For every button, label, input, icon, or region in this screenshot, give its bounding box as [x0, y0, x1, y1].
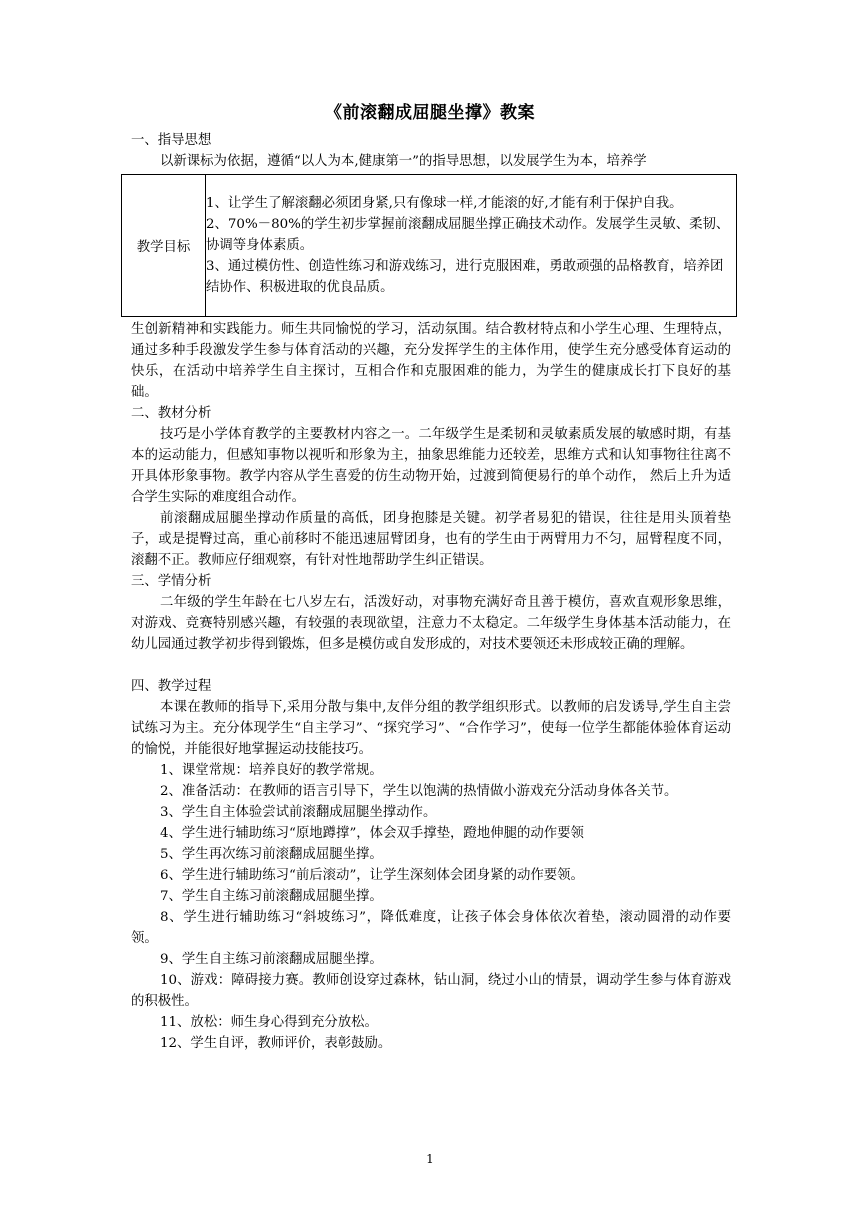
student-analysis-paragraph: 二年级的学生年龄在七八岁左右，活泼好动，对事物充满好奇且善于模仿，喜欢直观形象思维，对游戏、竞赛特别感兴趣，有较强的表现欲望，注意力不太稳定。二年级学生身体基本活动能力，在幼儿园通过教学初步得到锻炼，但多是模仿或自发形成的，对技术要领还未形成较正确的理解。 — [131, 595, 731, 652]
section-heading-guiding-ideology: 一、指导思想 — [131, 133, 212, 148]
process-step: 4、学生进行辅助练习“原地蹲撑”，体会双手撑垫，蹬地伸腿的动作要领 — [160, 826, 584, 841]
teaching-goal-item: 3、通过模仿性、创造性练习和游戏练习，进行克服困难，勇敢顽强的品格教育，培养团结协作、积极进取的优良品质。 — [206, 259, 724, 295]
process-step: 10、游戏：障碍接力赛。教师创设穿过森林，钻山洞，绕过小山的情景，调动学生参与体育游戏的积极性。 — [131, 973, 731, 1009]
teaching-goals-table — [121, 174, 737, 317]
process-step: 7、学生自主练习前滚翻成屈腿坐撑。 — [160, 889, 383, 904]
teaching-process-intro: 本课在教师的指导下,采用分散与集中,友伴分组的教学组织形式。以教师的启发诱导,学生自主尝试练习为主。充分体现学生“自主学习”、“探究学习”、“合作学习”，使每一位学生都能体验体育运动的愉悦，并能很好地掌握运动技能技巧。 — [131, 700, 731, 757]
teaching-goal-item: 1、让学生了解滚翻必须团身紧,只有像球一样,才能滚的好,才能有利于保护自我。 — [206, 196, 683, 211]
section-heading-student-analysis: 三、学情分析 — [131, 574, 212, 589]
process-step: 2、准备活动：在教师的语言引导下，学生以饱满的热情做小游戏充分活动身体各关节。 — [160, 784, 678, 799]
process-step: 9、学生自主练习前滚翻成屈腿坐撑。 — [160, 952, 383, 967]
section-heading-material-analysis: 二、教材分析 — [131, 406, 212, 421]
teaching-goals-label: 教学目标 — [122, 175, 206, 317]
process-step: 1、课堂常规：培养良好的教学常规。 — [160, 763, 383, 778]
material-analysis-paragraph-1: 技巧是小学体育教学的主要教材内容之一。二年级学生是柔韧和灵敏素质发展的敏感时期，有基本的运动能力，但感知事物以视听和形象为主，抽象思维能力还较差，思维方式和认知事物往往离不开具体形象事物。教学内容从学生喜爱的仿生动物开始，过渡到简便易行的单个动作， 然后上升为适合学生实际的难度组合动作。 — [131, 427, 731, 505]
process-step: 6、学生进行辅助练习“前后滚动”，让学生深刻体会团身紧的动作要领。 — [160, 868, 584, 883]
guiding-ideology-continued: 生创新精神和实践能力。师生共同愉悦的学习，活动氛围。结合教材特点和小学生心理、生理特点，通过多种手段激发学生参与体育活动的兴趣，充分发挥学生的主体作用，使学生充分感受体育运动的快乐，在活动中培养学生自主探讨，互相合作和克服困难的能力，为学生的健康成长打下良好的基础。 — [131, 322, 731, 400]
material-analysis-paragraph-2: 前滚翻成屈腿坐撑动作质量的高低，团身抱膝是关键。初学者易犯的错误，往往是用头顶着垫子，或是提臀过高，重心前移时不能迅速屈臂团身，也有的学生由于两臂用力不匀，屈臂程度不同，滚翻不正。教师应仔细观察，有针对性地帮助学生纠正错误。 — [131, 511, 731, 568]
teaching-goal-item: 2、70%－80%的学生初步掌握前滚翻成屈腿坐撑正确技术动作。发展学生灵敏、柔韧、协调等身体素质。 — [206, 217, 730, 253]
process-step: 8、学生进行辅助练习“斜坡练习”，降低难度，让孩子体会身体依次着垫，滚动圆滑的动作要领。 — [131, 910, 731, 946]
page-number: 1 — [426, 1152, 434, 1166]
teaching-goals-content — [206, 175, 737, 317]
section-heading-teaching-process: 四、教学过程 — [131, 679, 212, 694]
guiding-ideology-intro: 以新课标为依据，遵循“以人为本,健康第一”的指导思想，以发展学生为本，培养学 — [160, 154, 647, 169]
process-step: 5、学生再次练习前滚翻成屈腿坐撑。 — [160, 847, 383, 862]
document-title: 《前滚翻成屈腿坐撑》教案 — [325, 103, 535, 123]
process-step: 3、学生自主体验尝试前滚翻成屈腿坐撑动作。 — [160, 805, 437, 820]
process-step: 12、学生自评，教师评价，表彰鼓励。 — [160, 1036, 392, 1051]
process-step: 11、放松：师生身心得到充分放松。 — [160, 1015, 378, 1030]
